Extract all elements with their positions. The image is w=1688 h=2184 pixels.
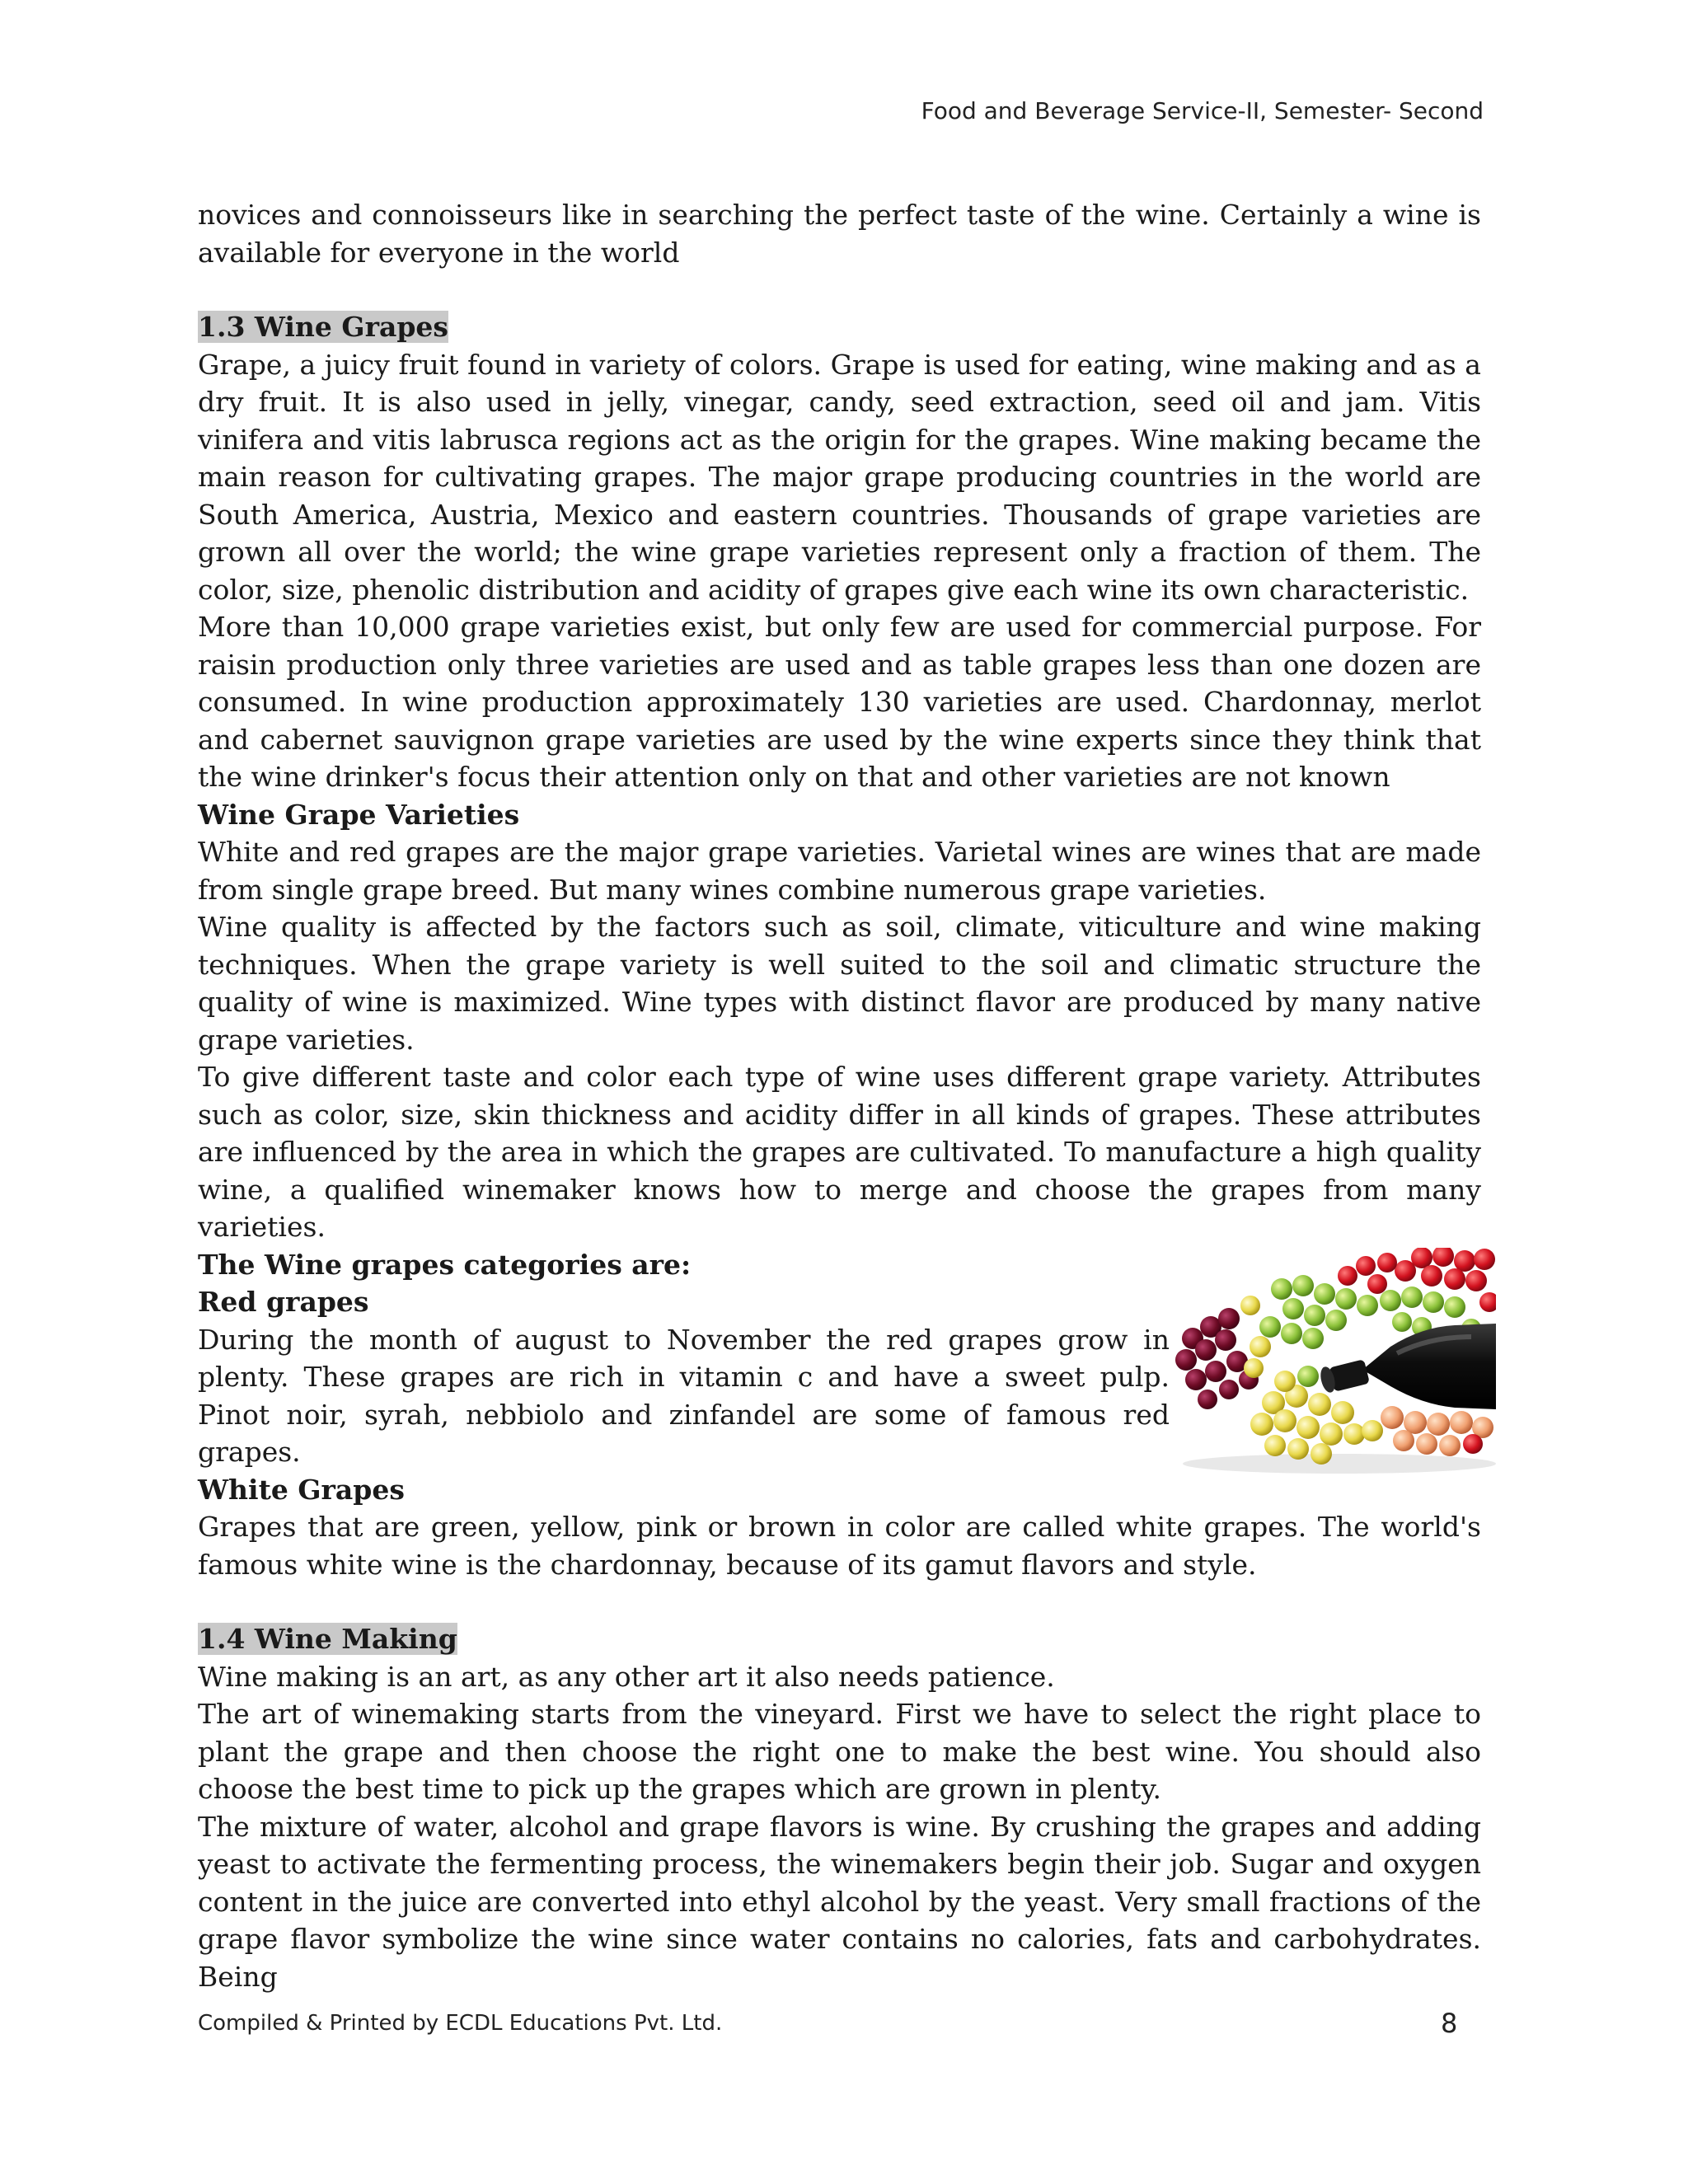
section-heading-wine-making: 1.4 Wine Making [198, 1623, 457, 1655]
paragraph: Wine quality is affected by the factors such as soil, climate, viticulture and wine making techniques. When the grape variety is well suited to the soil and climatic structure the quality of wine is maximized. Wine types with distinct flavor are produced by many native grape varieties. [198, 911, 1481, 1056]
paragraph: Grapes that are green, yellow, pink or brown in color are called white grapes. The world's famous white wine is the chardonnay, because of its gamut flavors and style. [198, 1511, 1481, 1581]
intro-paragraph: novices and connoisseurs like in searching the perfect taste of the wine. Certainly a wine is available for everyone in the world [198, 199, 1481, 269]
paragraph: The mixture of water, alcohol and grape flavors is wine. By crushing the grapes and adding yeast to activate the fermenting process, the winemakers begin their job. Sugar and oxygen content in the juice are converted into ethyl alcohol by the yeast. Very small fractions of the grape flavor symbolize the wine since water contains no calories, fats and carbohydrates. Being [198, 1810, 1481, 1993]
paragraph: During the month of august to November the red grapes grow in plenty. These grapes are rich in vitamin c and have a sweet pulp. Pinot noir, syrah, nebbiolo and zinfandel are some of famous red grapes. [198, 1323, 1170, 1468]
grapes-and-wine-bottle-icon [1175, 1248, 1496, 1475]
paragraph: More than 10,000 grape varieties exist, but only few are used for commercial purpose. For raisin production only three varieties are used and as table grapes less than one dozen are consumed. In wine production approximately 130 varieties are used. Chardonnay, merlot and cabernet sauvignon grape varieties are used by the wine experts since they think that the wine drinker's focus their attention only on that and other varieties are not known [198, 611, 1481, 793]
subheading-white-grapes: White Grapes [198, 1473, 405, 1506]
running-header: Food and Beverage Service-II, Semester- Second [921, 97, 1484, 124]
paragraph: Wine making is an art, as any other art it also needs patience. [198, 1660, 1055, 1693]
subheading-red-grapes: Red grapes [198, 1286, 369, 1318]
page-number: 8 [1441, 2008, 1458, 2039]
subheading-grape-categories: The Wine grapes categories are: [198, 1248, 692, 1281]
page-body [198, 196, 1481, 1995]
paragraph: To give different taste and color each type of wine uses different grape variety. Attributes such as color, size, skin thickness and acidity differ in all kinds of grapes. These attributes are influenced by the area in which the grapes are cultivated. To manufacture a high quality wine, a qualified winemaker knows how to merge and choose the grapes from many varieties. [198, 1061, 1481, 1243]
footer-credit: Compiled & Printed by ECDL Educations Pvt. Ltd. [198, 2011, 723, 2036]
subheading-grape-varieties: Wine Grape Varieties [198, 798, 520, 831]
section-heading-wine-grapes: 1.3 Wine Grapes [198, 311, 448, 343]
grapes-wine-bottle-image [1175, 1248, 1496, 1475]
paragraph: Grape, a juicy fruit found in variety of colors. Grape is used for eating, wine making and as a dry fruit. It is also used in jelly, vinegar, candy, seed extraction, seed oil and jam. Vitis vinifera and vitis labrusca regions act as the origin for the grapes. Wine making became the main reason for cultivating grapes. The major grape producing countries in the world are South America, Austria, Mexico and eastern countries. Thousands of grape varieties are grown all over the world; the wine grape varieties represent only a fraction of them. The color, size, phenolic distribution and acidity of grapes give each wine its own characteristic. [198, 348, 1481, 606]
paragraph: The art of winemaking starts from the vineyard. First we have to select the right place to plant the grape and then choose the right one to make the best wine. You should also choose the best time to pick up the grapes which are grown in plenty. [198, 1698, 1481, 1805]
paragraph: White and red grapes are the major grape varieties. Varietal wines are wines that are made from single grape breed. But many wines combine numerous grape varieties. [198, 836, 1481, 906]
